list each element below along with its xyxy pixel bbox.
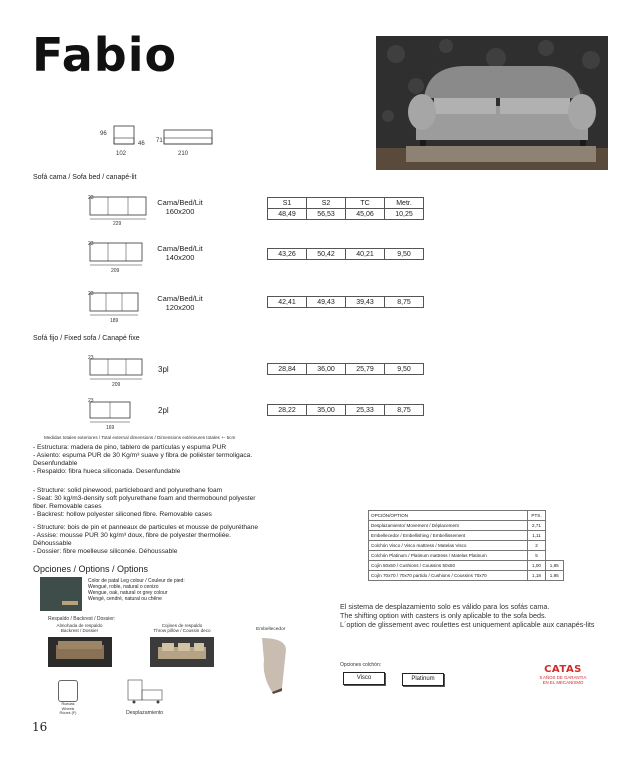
blank-cell	[546, 521, 564, 531]
caster-label	[58, 702, 78, 716]
mattress-heading: Opciones colchón:	[340, 662, 382, 668]
option-name: Colchón Visco / Visco mattress / Matelas Visco	[369, 541, 528, 551]
label-line: Backrest / Dossier	[60, 628, 99, 633]
price-row	[268, 297, 424, 308]
fixed-1-price-table	[267, 363, 424, 375]
bed-3-label	[150, 294, 210, 312]
displacement-drawing	[124, 676, 168, 708]
option-value: 1,00	[528, 561, 546, 571]
fixed-2-width: 169	[106, 425, 115, 431]
pts-header: PTS.	[528, 511, 546, 521]
option-value-2: 1,95	[546, 571, 564, 581]
description-fr	[33, 524, 323, 556]
note-line: The shifting option with casters is only aplicable to the sofa beds.	[340, 611, 547, 620]
bed-2-width: 209	[111, 268, 120, 274]
dim-height-2: 71	[156, 138, 163, 144]
embellecedor-drawing	[256, 636, 292, 694]
price-cell: 28,22	[268, 405, 307, 416]
backrest-opt-1-label	[52, 623, 107, 633]
option-name: Desplazamiento/ Movement / Déplacement	[369, 521, 528, 531]
blank-cell	[546, 541, 564, 551]
catas-logo	[538, 664, 588, 685]
price-cell: 28,84	[268, 364, 307, 375]
bed-1-label-line1: Cama/Bed/Lit	[157, 198, 203, 207]
bed-1-label-line2: 160x200	[165, 207, 195, 216]
backrest-opt-2-label	[150, 623, 214, 633]
sofa-thumbnail	[48, 637, 112, 667]
option-value: 2	[528, 541, 546, 551]
desc-line: Déhoussable	[33, 540, 72, 547]
sofa-bed-heading: Sofá cama / Sofa bed / canapé-lit	[33, 174, 137, 181]
leg-line: Wengue, oak, natural or grey colour	[88, 590, 168, 596]
bed-2-height: 23	[88, 241, 94, 247]
price-cell: 49,43	[307, 297, 346, 308]
bed-2-label	[150, 244, 210, 262]
fixed-1-height: 23	[88, 355, 94, 361]
embellecedor-illustration	[256, 636, 292, 694]
platinum-option: Platinum	[402, 673, 444, 686]
catas-line-1: 5 AÑOS DE GARANTIA	[539, 675, 587, 680]
sofa-photo-illustration	[376, 36, 608, 170]
option-row	[369, 541, 564, 551]
price-cell: 10,25	[385, 209, 424, 220]
desc-line: - Structure: solid pinewood, particleboard and polyurethane foam	[33, 487, 223, 494]
price-cell: 56,53	[307, 209, 346, 220]
price-cell: 9,50	[385, 364, 424, 375]
fixed-2-label: 2pl	[158, 406, 169, 415]
options-heading: Opciones / Options / Options	[33, 564, 149, 574]
option-row	[369, 521, 564, 531]
sofa-bed-drawing	[88, 291, 148, 321]
fixed-2-height: 23	[88, 398, 94, 404]
price-cell: 45,06	[346, 209, 385, 220]
fixed-sofa-heading: Sofá fijo / Fixed sofa / Canapé fixe	[33, 335, 140, 342]
price-header-s1: S1	[268, 198, 307, 209]
option-table	[368, 510, 564, 581]
note-line: El sistema de desplazamiento solo es válido para los sofás cama.	[340, 602, 550, 611]
blank-cell	[546, 551, 564, 561]
bed-3-height: 23	[88, 291, 94, 297]
price-row	[268, 405, 424, 416]
product-photo	[376, 36, 608, 170]
bed-2-label-line1: Cama/Bed/Lit	[157, 244, 203, 253]
price-header-metr: Metr.	[385, 198, 424, 209]
option-value: 1,11	[528, 531, 546, 541]
label-line: Throw pillow / Coussin deco	[153, 628, 211, 633]
caster-line: Ruedas	[61, 702, 75, 706]
fixed-sofa-drawing	[88, 355, 148, 385]
bed-1-height: 23	[88, 195, 94, 201]
price-cell: 48,49	[268, 209, 307, 220]
option-row	[369, 571, 564, 581]
fixed-1-sketch	[88, 355, 148, 385]
label-line: Almohada de respaldo	[56, 623, 103, 628]
dim-height-1: 96	[100, 131, 107, 137]
price-cell: 8,75	[385, 297, 424, 308]
blank-cell	[546, 531, 564, 541]
page-title: Fabio	[32, 28, 178, 82]
caster-line: Wheels	[61, 706, 75, 711]
leg-line: Wengué, roble, natural o cenizo	[88, 584, 159, 590]
bed-1-label	[150, 198, 210, 216]
price-cell: 9,50	[385, 249, 424, 260]
price-cell: 25,33	[346, 405, 385, 416]
fixed-1-width: 209	[112, 382, 121, 388]
price-row	[268, 364, 424, 375]
displacement-diagram	[124, 676, 168, 708]
fixed-2-price-table	[267, 404, 424, 416]
option-value-2: 1,85	[546, 561, 564, 571]
price-cell: 40,21	[346, 249, 385, 260]
fixed-2-sketch	[88, 398, 148, 428]
dim-depth-1: 46	[138, 141, 145, 147]
backrest-heading: Respaldo / Backrest / Dossier:	[48, 616, 116, 622]
price-cell: 42,41	[268, 297, 307, 308]
caster-box	[58, 680, 78, 702]
blank-cell	[546, 511, 564, 521]
desc-line: Desenfundable	[33, 460, 78, 467]
bed-2-sketch	[88, 241, 148, 271]
visco-option: Visco	[343, 672, 385, 685]
bed-3-price-table	[267, 296, 424, 308]
bed-2-price-table	[267, 248, 424, 260]
bed-3-sketch	[88, 291, 148, 321]
desc-line: - Respaldo: fibra hueca siliconada. Desenfundable	[33, 468, 181, 475]
option-header: OPCIÓN/OPTION	[369, 511, 528, 521]
price-cell: 39,43	[346, 297, 385, 308]
option-name: Cojín 50x50 / Cushions / Coussins 50x50	[369, 561, 528, 571]
bed-3-width: 189	[110, 318, 119, 324]
desc-line: - Structure: bois de pin et panneaux de particules et mousse de polyuréthane	[33, 524, 259, 531]
bed-3-label-line2: 120x200	[165, 303, 195, 312]
catas-wordmark: CATAS	[544, 664, 582, 675]
label-line: Cojines de respaldo	[161, 623, 203, 628]
backrest-photo-1	[48, 637, 112, 667]
option-value: 2,71	[528, 521, 546, 531]
option-header-row	[369, 511, 564, 521]
option-name: Cojín 70x70 / 70x70 partido / Cushions / Coussins 70x70	[369, 571, 528, 581]
caster-line: Roues (F)	[59, 711, 77, 716]
option-row	[369, 531, 564, 541]
option-name: Embellecedor / Embellishing / Embellissement	[369, 531, 528, 541]
fixed-1-label: 3pl	[158, 365, 169, 374]
sofa-thumbnail	[150, 637, 214, 667]
bed-1-price-table	[267, 197, 424, 220]
leg-line: Color de patal Leg colour / Couleur de pied:	[88, 578, 185, 584]
option-row	[369, 561, 564, 571]
desc-line: - Estructura: madera de pino, tablero de partículas y espuma PUR	[33, 444, 227, 451]
shifting-note	[340, 602, 630, 629]
displacement-label: Desplazamiento	[126, 710, 164, 716]
price-cell: 36,00	[307, 364, 346, 375]
description-es	[33, 444, 323, 476]
desc-line: - Backrest: hollow polyester siliconed fibre. Removable cases	[33, 511, 212, 518]
desc-line: fiber. Removable cases	[33, 503, 102, 510]
catas-line-2: EN EL MECANISMO	[542, 680, 584, 685]
sofa-bed-drawing	[88, 241, 148, 271]
leg-colour-text	[88, 578, 228, 602]
backrest-photo-2	[150, 637, 214, 667]
price-header-s2: S2	[307, 198, 346, 209]
measures-note: Medidas totales exteriores / Total external dimensions / Dimensions extérieures totales +- 5cm	[44, 435, 236, 440]
embellecedor-label: Embellecedor	[256, 627, 286, 632]
dim-width-1: 102	[116, 151, 127, 157]
dim-width-2: 210	[178, 151, 189, 157]
description-en	[33, 487, 323, 519]
price-cell: 25,79	[346, 364, 385, 375]
note-line: L´option de glissement avec roulettes est uniquement aplicable aux canapés-lits	[340, 620, 595, 629]
price-header-tc: TC	[346, 198, 385, 209]
leg-sample	[62, 601, 78, 605]
bed-3-label-line1: Cama/Bed/Lit	[157, 294, 203, 303]
desc-line: - Assise: mousse PUR 30 kg/m³ doux, fibre de polyester thermoliée.	[33, 532, 231, 539]
price-row	[268, 209, 424, 220]
desc-line: - Asiento: espuma PUR de 30 Kg/m³ suave y fibra de poliéster termoligaca.	[33, 452, 253, 459]
price-cell: 43,26	[268, 249, 307, 260]
desc-line: - Seat: 30 kg/m3-density soft polyurethane foam and thermobound polyester	[33, 495, 256, 502]
price-cell: 35,00	[307, 405, 346, 416]
fixed-sofa-drawing	[88, 398, 148, 428]
desc-line: - Dossier: fibre moelleuse siliconée. Déhoussable	[33, 548, 178, 555]
option-value: 5	[528, 551, 546, 561]
price-cell: 50,42	[307, 249, 346, 260]
option-row	[369, 551, 564, 561]
leg-line: Wengé, cendré, natural ou chêne	[88, 596, 162, 602]
page-number: 16	[32, 720, 48, 734]
price-row	[268, 249, 424, 260]
price-header-row	[268, 198, 424, 209]
option-name: Colchón Platinum / Platinum mattress / Matelas Platinum	[369, 551, 528, 561]
bed-2-label-line2: 140x200	[165, 253, 195, 262]
option-value: 1,18	[528, 571, 546, 581]
leg-colour-swatch	[40, 577, 82, 611]
bed-1-width: 229	[113, 221, 122, 227]
price-cell: 8,75	[385, 405, 424, 416]
